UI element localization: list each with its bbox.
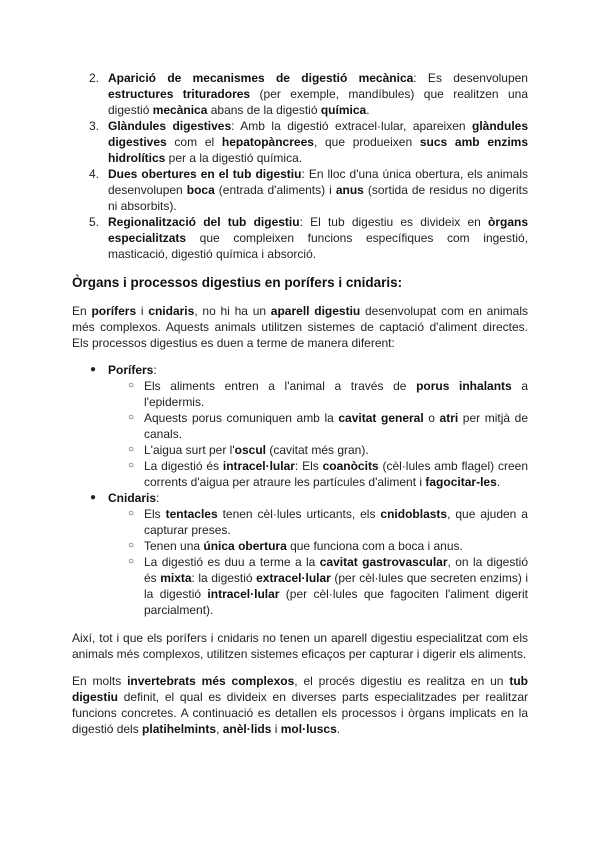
text-run: i — [136, 304, 149, 318]
intro-paragraph — [72, 303, 528, 351]
text-run: Tenen una — [144, 539, 204, 553]
bold-term: química — [320, 103, 367, 117]
group-suffix: : — [153, 363, 157, 377]
text-run: tenen cèl·lules urticants, els — [217, 507, 381, 521]
text-run: (cavitat més gran). — [265, 443, 369, 457]
bold-term: Glàndules digestives — [108, 119, 232, 133]
sublist-item — [108, 442, 528, 458]
bold-term: porífers — [91, 304, 137, 318]
text-run: La digestió és — [144, 459, 223, 473]
group-suffix: : — [156, 491, 160, 505]
text-run: que compleixen funcions específiques com ingestió, masticació, digestió química i absorció. — [108, 231, 528, 261]
bold-term: tub digestiu — [72, 674, 528, 704]
text-run: (sortida de residus no digerits ni absorbits). — [108, 183, 528, 213]
text-run: . — [336, 722, 341, 736]
item-text — [144, 539, 463, 553]
bullet-icon: ● — [90, 364, 97, 375]
item-text — [144, 459, 528, 489]
text-run: i — [271, 722, 281, 736]
item-text — [144, 411, 528, 441]
text-run: : Els — [294, 459, 323, 473]
bold-term: boca — [186, 183, 215, 197]
final-paragraph — [72, 673, 528, 737]
bold-term: tentacles — [165, 507, 218, 521]
bold-term: porus inhalants — [416, 379, 512, 393]
sublist-item — [108, 538, 528, 554]
text-run: per a la digestió química. — [165, 151, 303, 165]
text-run: La digestió es duu a terme a la — [144, 555, 320, 569]
list-item — [72, 70, 528, 118]
bold-term: invertebrats més complexos — [127, 674, 295, 688]
bold-term: Aparició de mecanismes de digestió mecànica — [108, 71, 414, 85]
item-text — [108, 119, 528, 165]
text-run: o — [423, 411, 440, 425]
bold-term: extracel·lular — [256, 571, 331, 585]
text-run: (cèl·lules amb flagel) creen corrents d'aigua per atraure les partícules d'aliment i — [144, 459, 528, 489]
circle-bullet-icon: ○ — [128, 460, 135, 471]
bold-term: intracel·lular — [207, 587, 280, 601]
bold-term: mecànica — [152, 103, 208, 117]
text-run: : Es desenvolupen — [413, 71, 528, 85]
text-run: (entrada d'aliments) i — [214, 183, 336, 197]
sublist-item — [108, 458, 528, 490]
item-number: 4. — [89, 167, 100, 181]
text-run: Els — [144, 507, 166, 521]
text-run: , no hi ha un — [194, 304, 271, 318]
item-number: 5. — [89, 215, 100, 229]
text-run: : El tub digestiu es divideix en — [299, 215, 488, 229]
bold-term: atri — [439, 411, 459, 425]
list-item — [72, 214, 528, 262]
bold-term: cavitat general — [338, 411, 424, 425]
sublist-item — [108, 378, 528, 410]
bold-term: estructures trituradores — [108, 87, 251, 101]
text-run: , el procés digestiu es realitza en un — [294, 674, 510, 688]
text-run: , — [216, 722, 223, 736]
bold-term: cnidoblasts — [380, 507, 448, 521]
text-run: Aquests porus comuniquen amb la — [144, 411, 339, 425]
text-run: . — [366, 103, 370, 117]
text-run: (per exemple, mandíbules) que realitzen una digestió — [108, 87, 528, 117]
item-text — [144, 555, 528, 617]
list-item — [72, 166, 528, 214]
sublist — [108, 506, 528, 618]
text-run: per mitjà de canals. — [144, 411, 529, 441]
bold-term: cnidaris — [148, 304, 195, 318]
text-run: L'aigua surt per l' — [144, 443, 235, 457]
circle-bullet-icon: ○ — [128, 380, 135, 391]
circle-bullet-icon: ○ — [128, 556, 135, 567]
organism-list — [72, 362, 528, 618]
bold-term: anèl·lids — [222, 722, 272, 736]
text-run: : En lloc d'una única obertura, els animals desenvolupen — [108, 167, 529, 197]
text-run: com el — [166, 135, 222, 149]
sublist — [108, 378, 528, 490]
item-number: 3. — [89, 119, 100, 133]
bold-term: fagocitar-les — [425, 475, 497, 489]
sublist-item — [108, 506, 528, 538]
bold-term: intracel·lular — [222, 459, 295, 473]
text-run: definit, el qual es divideix en diverses parts especialitzades per realitzar funcions concretes. A continuació es detallen els processos i òrgans implicats en la digestió dels — [72, 690, 528, 736]
bold-term: sucs amb enzims hidrolítics — [108, 135, 528, 165]
bold-term: mol·luscs — [280, 722, 337, 736]
text-run: (per cèl·lules que secreten enzims) i la digestió — [144, 571, 528, 601]
item-text — [144, 379, 528, 409]
text-run: : la digestió — [191, 571, 257, 585]
bold-term: glàndules digestives — [108, 119, 529, 149]
section-heading: Òrgans i processos digestius en porífers i cnidaris: — [72, 275, 403, 290]
bold-term: anus — [335, 183, 364, 197]
group-title: Porífers — [108, 363, 154, 377]
circle-bullet-icon: ○ — [128, 540, 135, 551]
item-number: 2. — [89, 71, 100, 85]
bullet-icon: ● — [90, 492, 97, 503]
text-run: (per cèl·lules que fagociten l'aliment digerit parcialment). — [144, 587, 528, 617]
bold-term: única obertura — [203, 539, 287, 553]
bold-term: hepatopàncrees — [221, 135, 314, 149]
circle-bullet-icon: ○ — [128, 508, 135, 519]
bold-term: aparell digestiu — [270, 304, 361, 318]
text-run: . — [496, 475, 501, 489]
text-run: desenvolupat com en animals més complexos. Aquests animals utilitzen sistemes de captació d'aliment directes. Els processos digestius es duen a terme de manera diferent: — [72, 304, 529, 350]
text-run: a l'epidermis. — [144, 379, 529, 409]
text-run: : Amb la digestió extracel·lular, apareixen — [231, 119, 472, 133]
bold-term: òrgans especialitzats — [108, 215, 528, 245]
bold-term: mixta — [160, 571, 192, 585]
bold-term: Dues obertures en el tub digestiu — [108, 167, 302, 181]
sublist-item — [108, 554, 528, 618]
bold-term: oscul — [234, 443, 266, 457]
text-run: En molts — [72, 674, 128, 688]
group-title: Cnidaris — [108, 491, 157, 505]
text-run: , on la digestió és — [144, 555, 529, 585]
text-run: abans de la digestió — [207, 103, 321, 117]
bold-term: platihelmints — [142, 722, 217, 736]
text-run: , que produeixen — [313, 135, 420, 149]
evolution-steps-list — [72, 70, 528, 262]
circle-bullet-icon: ○ — [128, 444, 135, 455]
bold-term: coanòcits — [322, 459, 379, 473]
text-run: Els aliments entren a l'animal a través de — [144, 379, 417, 393]
bold-term: cavitat gastrovascular — [319, 555, 448, 569]
list-item-porifers — [72, 362, 528, 490]
item-text — [144, 507, 528, 537]
item-text — [108, 71, 528, 117]
text-run: Així, tot i que els porífers i cnidaris no tenen un aparell digestiu especialitzat com els animals més complexos, utilitzen sistemes eficaços per capturar i digerir els aliments. — [72, 631, 528, 661]
list-item-cnidaris — [72, 490, 528, 618]
item-text — [144, 443, 369, 457]
sublist-item — [108, 410, 528, 442]
summary-paragraph — [72, 630, 528, 662]
item-text — [108, 167, 528, 213]
text-run: que funciona com a boca i anus. — [286, 539, 463, 553]
item-text — [108, 215, 528, 261]
circle-bullet-icon: ○ — [128, 412, 135, 423]
text-run: En — [72, 304, 92, 318]
text-run: , que ajuden a capturar preses. — [144, 507, 528, 537]
bold-term: Regionalització del tub digestiu — [108, 215, 300, 229]
list-item — [72, 118, 528, 166]
